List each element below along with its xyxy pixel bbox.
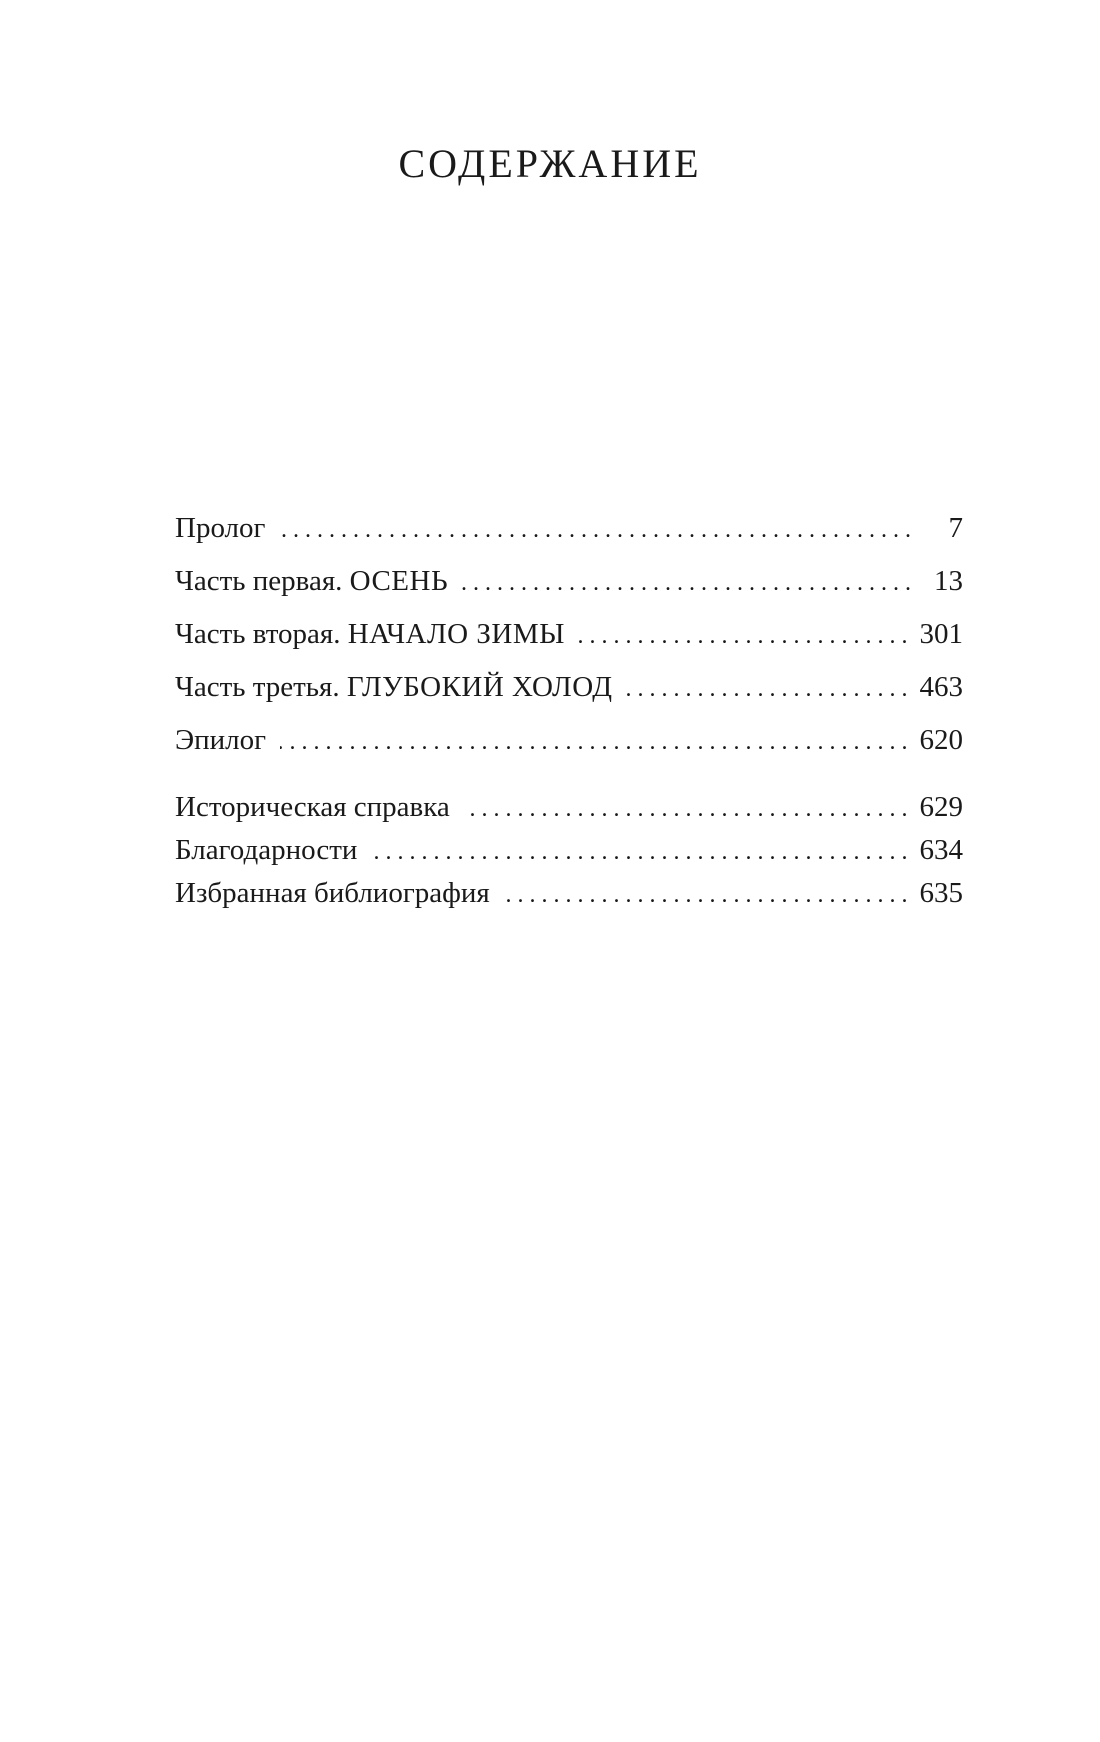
toc-entry-page-number: 635 [919, 877, 963, 909]
toc-main-section [175, 508, 963, 773]
toc-entry-page-number: 13 [934, 565, 963, 597]
dot-leader [626, 669, 907, 709]
toc-entry-title: Историческая справка [175, 791, 450, 823]
dot-leader [504, 875, 908, 915]
toc-entry-page-number: 634 [919, 834, 963, 866]
toc-entry-part-three[interactable] [175, 667, 963, 720]
dot-leader [280, 722, 907, 762]
toc-entry-page-number: 301 [919, 618, 963, 650]
toc-entry-bibliography[interactable] [175, 873, 963, 916]
toc-entry-part-two[interactable] [175, 614, 963, 667]
toc-entry-prologue[interactable] [175, 508, 963, 561]
dot-leader [579, 616, 908, 656]
toc-entry-page-number: 7 [948, 512, 963, 544]
toc-entry-title: Часть первая. ОСЕНЬ [175, 565, 449, 597]
toc-entry-page-number: 620 [919, 724, 963, 756]
toc-entry-title: Эпилог [175, 724, 267, 756]
toc-entry-part-one[interactable] [175, 561, 963, 614]
toc-entry-title: Часть вторая. НАЧАЛО ЗИМЫ [175, 618, 565, 650]
dot-leader [279, 510, 911, 550]
toc-entry-page-number: 629 [919, 791, 963, 823]
toc-entry-title: Благодарности [175, 834, 358, 866]
dot-leader [462, 563, 911, 603]
page-title: СОДЕРЖАНИЕ [398, 141, 702, 186]
toc-entry-title: Часть третья. ГЛУБОКИЙ ХОЛОД [175, 671, 613, 703]
toc-entry-acknowledgements[interactable] [175, 830, 963, 873]
table-of-contents [175, 508, 963, 916]
toc-entry-title: Пролог [175, 512, 266, 544]
toc-entry-historical-note[interactable] [175, 787, 963, 830]
toc-entry-title: Избранная библиография [175, 877, 490, 909]
dot-leader [464, 789, 908, 829]
toc-entry-page-number: 463 [919, 671, 963, 703]
dot-leader [371, 832, 907, 872]
toc-appendix-section [175, 787, 963, 916]
toc-entry-epilogue[interactable] [175, 720, 963, 773]
